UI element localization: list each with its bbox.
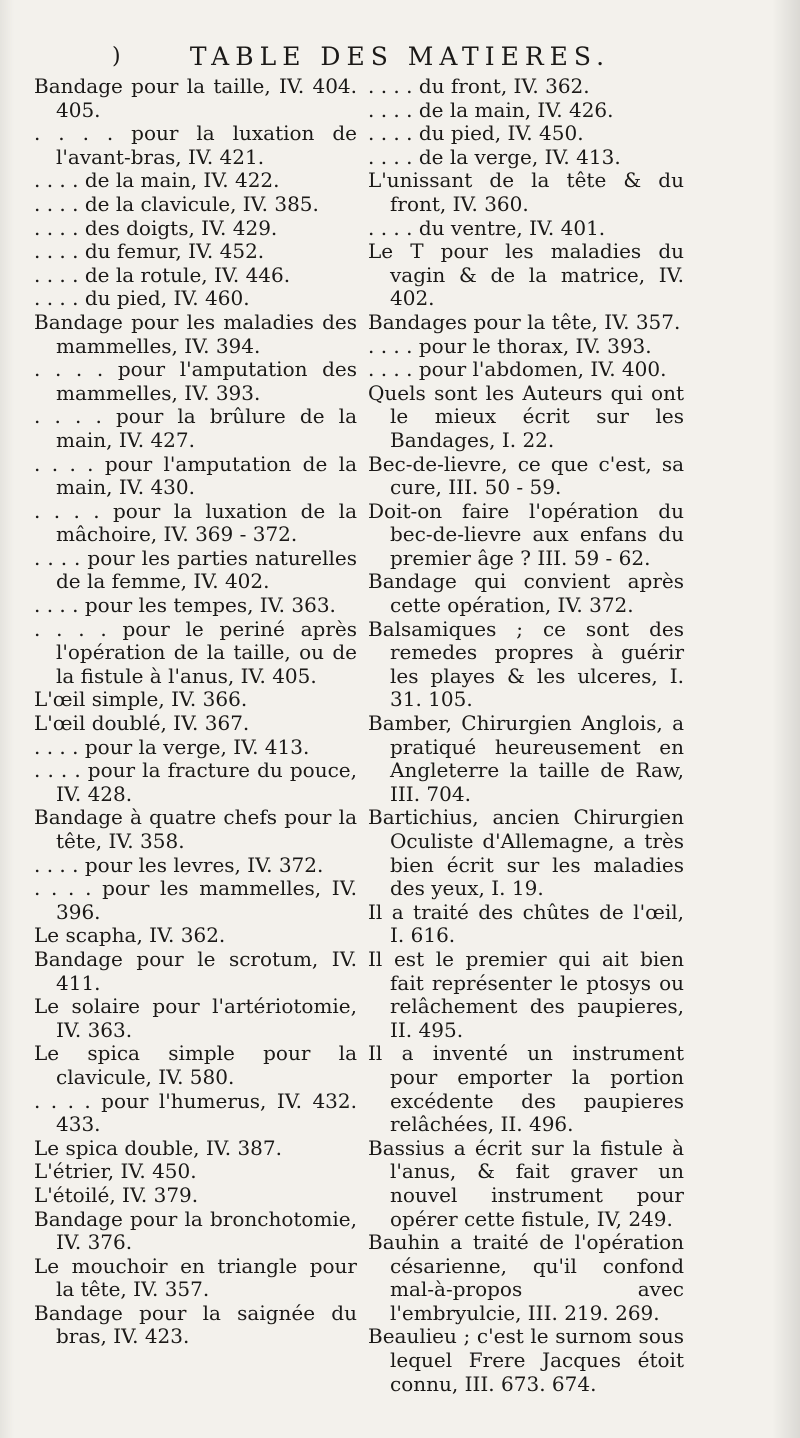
index-entry: . . . . pour la luxation de l'avant-bras, IV. 421. bbox=[34, 121, 357, 169]
index-entry: . . . . du ventre, IV. 401. bbox=[368, 215, 606, 240]
index-entry: . . . . pour l'amputation des mammelles, IV. 393. bbox=[34, 357, 357, 405]
index-entry: Bandage pour les maladies des mammelles, IV. 394. bbox=[34, 309, 357, 358]
index-entry: Bartichius, ancien Chirurgien Oculiste d'Allemagne, a très bien écrit sur les maladies des yeux, I. 19. bbox=[368, 805, 684, 901]
index-entry: . . . . de la main, IV. 426. bbox=[368, 97, 614, 122]
index-entry: Le spica double, IV. 387. bbox=[34, 1135, 282, 1160]
index-entry: Le mouchoir en triangle pour la tête, IV. 357. bbox=[34, 1253, 357, 1302]
index-entry: Bandages pour la tête, IV. 357. bbox=[368, 309, 681, 334]
index-entry: Bandage qui convient après cette opération, IV. 372. bbox=[368, 569, 684, 618]
index-entry: . . . . de la clavicule, IV. 385. bbox=[34, 191, 319, 216]
index-entry: . . . . pour la verge, IV. 413. bbox=[34, 734, 310, 759]
index-entry: Beaulieu ; c'est le surnom sous lequel Frere Jacques étoit connu, III. 673. 674. bbox=[368, 1324, 684, 1396]
index-entry: . . . . de la main, IV. 422. bbox=[34, 168, 280, 193]
index-entry: . . . . pour la fracture du pouce, IV. 428. bbox=[34, 758, 357, 806]
index-entry: Bassius a écrit sur la fistule à l'anus, & fait graver un nouvel instrument pour opérer cette fistule, IV, 249. bbox=[368, 1135, 684, 1231]
index-entry: Il a inventé un instrument pour emporter la portion excédente des paupieres relâchées, II. 496. bbox=[368, 1041, 684, 1137]
index-entry: Bandage pour la bronchotomie, IV. 376. bbox=[34, 1206, 357, 1255]
index-entry: Bandage pour la taille, IV. 404. 405. bbox=[34, 74, 357, 122]
index-entry: L'étrier, IV. 450. bbox=[34, 1159, 197, 1184]
index-entry: . . . . pour le periné après l'opération de la taille, ou de la fistule à l'anus, IV. 405. bbox=[34, 616, 357, 688]
index-entry: Le spica simple pour la clavicule, IV. 580. bbox=[34, 1041, 357, 1089]
index-entry: . . . . du femur, IV. 452. bbox=[34, 239, 265, 264]
page-shadow-left bbox=[0, 0, 14, 1438]
index-entry: . . . . pour la brûlure de la main, IV. 427. bbox=[34, 404, 357, 452]
index-entry: Le scapha, IV. 362. bbox=[34, 923, 226, 948]
index-entry: Le T pour les maladies du vagin & de la matrice, IV. 402. bbox=[368, 239, 684, 311]
page-header bbox=[0, 42, 800, 72]
index-entry: . . . . du front, IV. 362. bbox=[368, 74, 590, 98]
index-entry: . . . . pour l'humerus, IV. 432. 433. bbox=[34, 1088, 357, 1137]
left-column bbox=[34, 75, 357, 1349]
index-entry: . . . . de la verge, IV. 413. bbox=[368, 144, 621, 169]
right-column bbox=[368, 75, 684, 1396]
index-entry: Bandage à quatre chefs pour la tête, IV. 358. bbox=[34, 805, 357, 853]
index-entry: Bandage pour la saignée du bras, IV. 423. bbox=[34, 1300, 357, 1349]
index-entry: Doit-on faire l'opération du bec-de-lievre aux enfans du premier âge ? III. 59 - 62. bbox=[368, 498, 684, 570]
index-entry: L'étoilé, IV. 379. bbox=[34, 1182, 199, 1207]
index-entry: . . . . pour les tempes, IV. 363. bbox=[34, 593, 336, 618]
index-entry: L'unissant de la tête & du front, IV. 360. bbox=[368, 168, 684, 216]
index-entry: . . . . de la rotule, IV. 446. bbox=[34, 262, 291, 287]
index-entry: Le solaire pour l'artériotomie, IV. 363. bbox=[34, 994, 357, 1042]
index-entry: L'œil simple, IV. 366. bbox=[34, 687, 248, 712]
index-entry: . . . . pour les parties naturelles de la femme, IV. 402. bbox=[34, 545, 357, 594]
header-bracket: ) bbox=[112, 44, 127, 69]
index-entry: Balsamiques ; ce sont des remedes propres à guérir les playes & les ulceres, I. 31. 105. bbox=[368, 616, 684, 712]
index-entry: . . . . du pied, IV. 450. bbox=[368, 121, 584, 146]
index-entry: . . . . pour les mammelles, IV. 396. bbox=[34, 876, 357, 924]
index-entry: . . . . pour l'amputation de la main, IV. 430. bbox=[34, 451, 357, 500]
page-title: TABLE DES MATIERES. bbox=[189, 42, 611, 71]
index-entry: Bamber, Chirurgien Anglois, a pratiqué heureusement en Angleterre la taille de Raw, III. 704. bbox=[368, 711, 684, 806]
index-entry: . . . . pour les levres, IV. 372. bbox=[34, 852, 324, 877]
index-entry: Bec-de-lievre, ce que c'est, sa cure, III. 50 - 59. bbox=[368, 451, 684, 500]
index-entry: . . . . du pied, IV. 460. bbox=[34, 286, 250, 311]
page-shadow-right bbox=[772, 0, 800, 1438]
index-entry: . . . . pour l'abdomen, IV. 400. bbox=[368, 357, 667, 382]
index-entry: Quels sont les Auteurs qui ont le mieux écrit sur les Bandages, I. 22. bbox=[368, 380, 684, 452]
index-entry: . . . . des doigts, IV. 429. bbox=[34, 215, 278, 240]
index-entry: Bandage pour le scrotum, IV. 411. bbox=[34, 946, 357, 995]
index-entry: . . . . pour le thorax, IV. 393. bbox=[368, 333, 652, 358]
index-entry: Il est le premier qui ait bien fait représenter le ptosys ou relâchement des paupieres, II. 495. bbox=[368, 946, 684, 1042]
index-entry: Il a traité des chûtes de l'œil, I. 616. bbox=[368, 899, 684, 948]
index-entry: . . . . pour la luxation de la mâchoire, IV. 369 - 372. bbox=[34, 498, 357, 547]
index-entry: L'œil doublé, IV. 367. bbox=[34, 711, 250, 736]
index-entry: Bauhin a traité de l'opération césarienne, qu'il confond mal-à-propos avec l'embryulcie, III. 219. 269. bbox=[368, 1230, 684, 1325]
